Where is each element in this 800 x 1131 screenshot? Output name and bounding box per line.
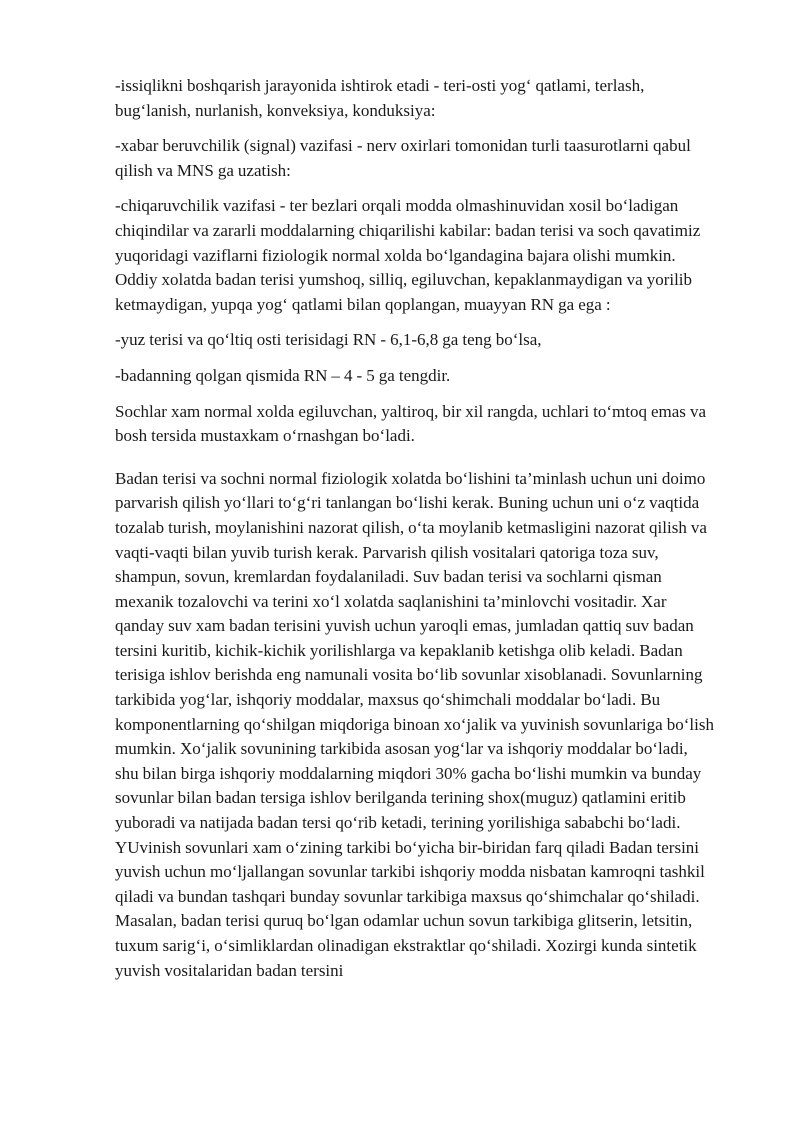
paragraph-body-ph: -badanning qolgan qismida RN – 4 - 5 ga tengdir. xyxy=(115,365,451,385)
paragraph-face-ph: -yuz terisi va qo‘ltiq osti terisidagi RN - 6,1-6,8 ga teng bo‘lsa, xyxy=(115,330,542,350)
paragraph-skin-care: Badan terisi va sochni normal fiziologik xolatda bo‘lishini ta’minlash uchun uni doimo parvarish qilish yo‘llari to‘g‘ri tanlangan bo‘lishi kerak. Buning uchun uni o‘z vaqtida tozalab turish, moylanishini nazorat qilish, o‘ta moylanib ketmasligini nazorat qilish va vaqti-vaqti bilan yuvib turish kerak. Parvarish qilish vositalari qatoriga toza suv, shampun, sovun, kremlardan foydalaniladi. Suv badan terisi va sochlarni qisman mexanik tozalovchi va terini xo‘l xolatda saqlanishini ta’minlovchi vositadir. Xar qanday suv xam badan terisini yuvish uchun yaroqli emas, jumladan qattiq suv badan tersini kuritib, kichik-kichik yorilishlarga va kepaklanib ketishga olib keladi. Badan terisiga ishlov berishda eng namunali vosita bo‘lib sovunlar xisoblanadi. Sovunlarning tarkibida yog‘lar, ishqoriy moddalar, maxsus qo‘shimchali moddalar bo‘ladi. Bu komponentlarning qo‘shilgan miqdoriga binoan xo‘jalik va yuvinish sovunlariga bo‘lish mumkin. Xo‘jalik sovunining tarkibida asosan yog‘lar va ishqoriy moddalar bo‘ladi, shu bilan birga ishqoriy moddalarning miqdori 30% gacha bo‘lishi mumkin va bunday sovunlar bilan badan tersiga ishlov berilganda terining shox(muguz) qatlamini eritib yuboradi va natijada badan tersi qo‘rib ketadi, terining yorilishiga sababchi bo‘ladi. YUvinish sovunlari xam o‘zining tarkibi bo‘yicha bir-biridan farq qiladi Badan tersini yuvish uchun mo‘ljallangan sovunlar tarkibi ishqoriy modda nisbatan kamroqni tashkil qiladi va bundan tashqari bunday sovunlar tarkibiga maxsus qo‘shimchalar qo‘shiladi. Masalan, badan terisi quruq bo‘lgan odamlar uchun sovun tarkibiga glitserin, letsitin, tuxum sarig‘i, o‘simliklardan olinadigan ekstraktlar qo‘shiladi. Xozirgi kunda sintetik yuvish vositalaridan badan tersini xyxy=(115,468,714,980)
paragraph-hair-normal: Sochlar xam normal xolda egiluvchan, yaltiroq, bir xil rangda, uchlari to‘mtoq emas va bosh tersida mustaxkam o‘rnashgan bo‘ladi. xyxy=(115,401,707,446)
paragraph-excretory-function: -chiqaruvchilik vazifasi - ter bezlari orqali modda olmashinuvidan xosil bo‘ladigan chiqindilar va zararli moddalarning chiqarilishi kabilar: badan terisi va soch qavatimiz yuqoridagi vaziflarni fiziologik normal xolda bo‘lgandagina bajara olishi mumkin. Oddiy xolatda badan terisi yumshoq, silliq, egiluvchan, kepaklanmaydigan va yorilib ketmaydigan, yupqa yog‘ qatlami bilan qoplangan, muayyan RN ga ega : xyxy=(115,196,701,314)
paragraph-signal-function: -xabar beruvchilik (signal) vazifasi - nerv oxirlari tomonidan turli taasurotlarni qabul qilish va MNS ga uzatish: xyxy=(115,136,691,180)
paragraph-thermoregulation: -issiqlikni boshqarish jarayonida ishtirok etadi - teri-osti yog‘ qatlami, terlash, bug‘lanish, nurlanish, konveksiya, konduksiya: xyxy=(115,76,645,120)
document-page xyxy=(115,74,715,994)
